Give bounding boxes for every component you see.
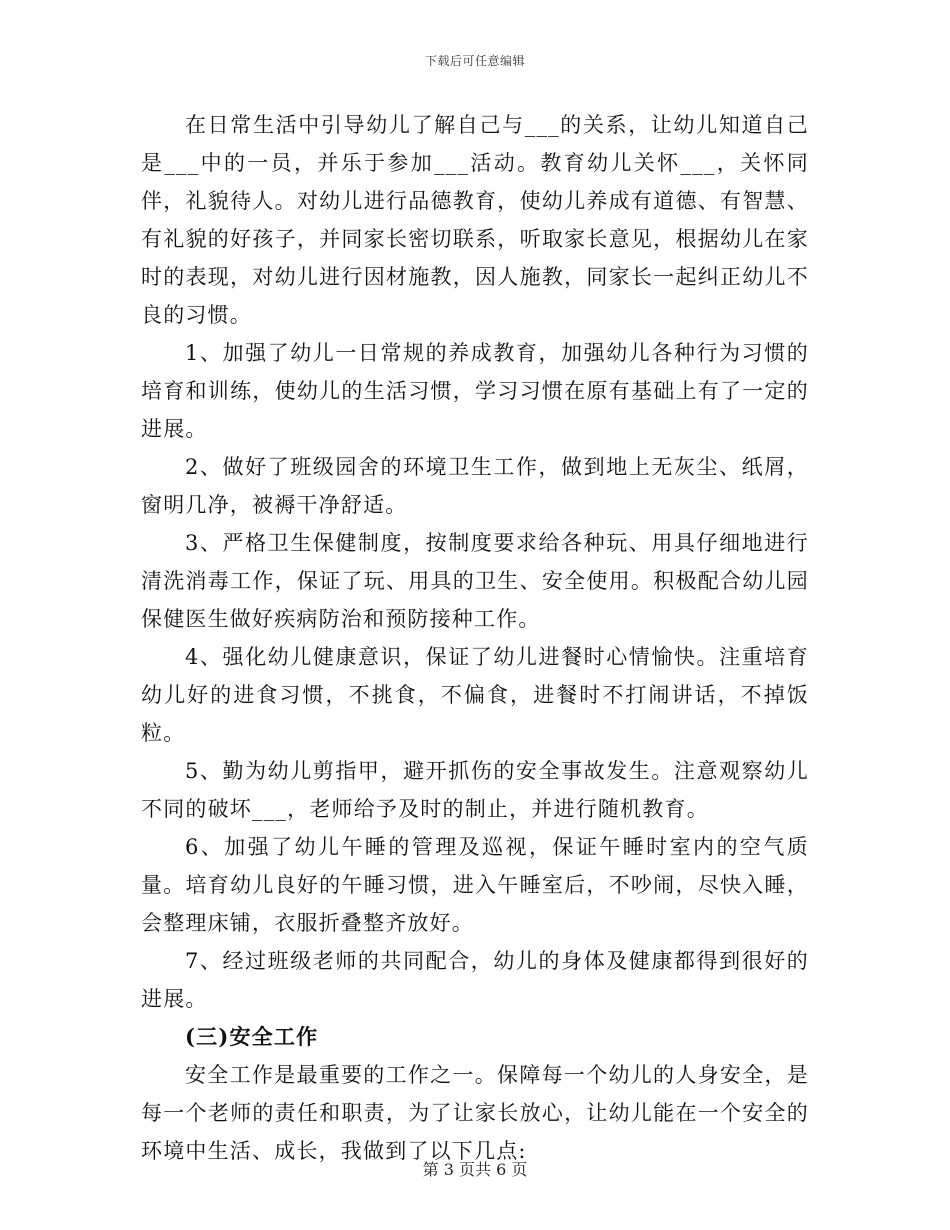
list-item-4: 4、强化幼儿健康意识，保证了幼儿进餐时心情愉快。注重培育幼儿好的进食习惯，不挑食，不偏食，进餐时不打闹讲话，不掉饭粒。 (141, 645, 809, 745)
page-content (141, 106, 809, 1170)
list-item-7: 7、经过班级老师的共同配合，幼儿的身体及健康都得到很好的进展。 (141, 949, 809, 1011)
section-heading: (三)安全工作 (185, 1024, 319, 1049)
list-item-5: 5、勤为幼儿剪指甲，避开抓伤的安全事故发生。注意观察幼儿不同的破坏___，老师给予及时的制止，并进行随机教育。 (141, 759, 809, 821)
list-item-2: 2、做好了班级园舍的环境卫生工作，做到地上无灰尘、纸屑，窗明几净，被褥干净舒适。 (141, 455, 809, 517)
page-footer: 第 3 页共 6 页 (422, 1160, 528, 1179)
page-header: 下载后可任意编辑 (424, 54, 525, 68)
safety-paragraph: 安全工作是最重要的工作之一。保障每一个幼儿的人身安全，是每一个老师的责任和职责，为了让家长放心，让幼儿能在一个安全的环境中生活、成长，我做到了以下几点: (141, 1063, 809, 1163)
intro-paragraph: 在日常生活中引导幼儿了解自己与___的关系，让幼儿知道自己是___中的一员，并乐于参加___活动。教育幼儿关怀___，关怀同伴，礼貌待人。对幼儿进行品德教育，使幼儿养成有道德、有智慧、有礼貌的好孩子，并同家长密切联系，听取家长意见，根据幼儿在家时的表现，对幼儿进行因材施教，因人施教，同家长一起纠正幼儿不良的习惯。 (141, 113, 809, 327)
list-item-1: 1、加强了幼儿一日常规的养成教育，加强幼儿各种行为习惯的培育和训练，使幼儿的生活习惯，学习习惯在原有基础上有了一定的进展。 (141, 341, 809, 441)
list-item-6: 6、加强了幼儿午睡的管理及巡视，保证午睡时室内的空气质量。培育幼儿良好的午睡习惯，进入午睡室后，不吵闹，尽快入睡，会整理床铺，衣服折叠整齐放好。 (141, 835, 809, 935)
list-item-3: 3、严格卫生保健制度，按制度要求给各种玩、用具仔细地进行清洗消毒工作，保证了玩、用具的卫生、安全使用。积极配合幼儿园保健医生做好疾病防治和预防接种工作。 (141, 531, 809, 631)
